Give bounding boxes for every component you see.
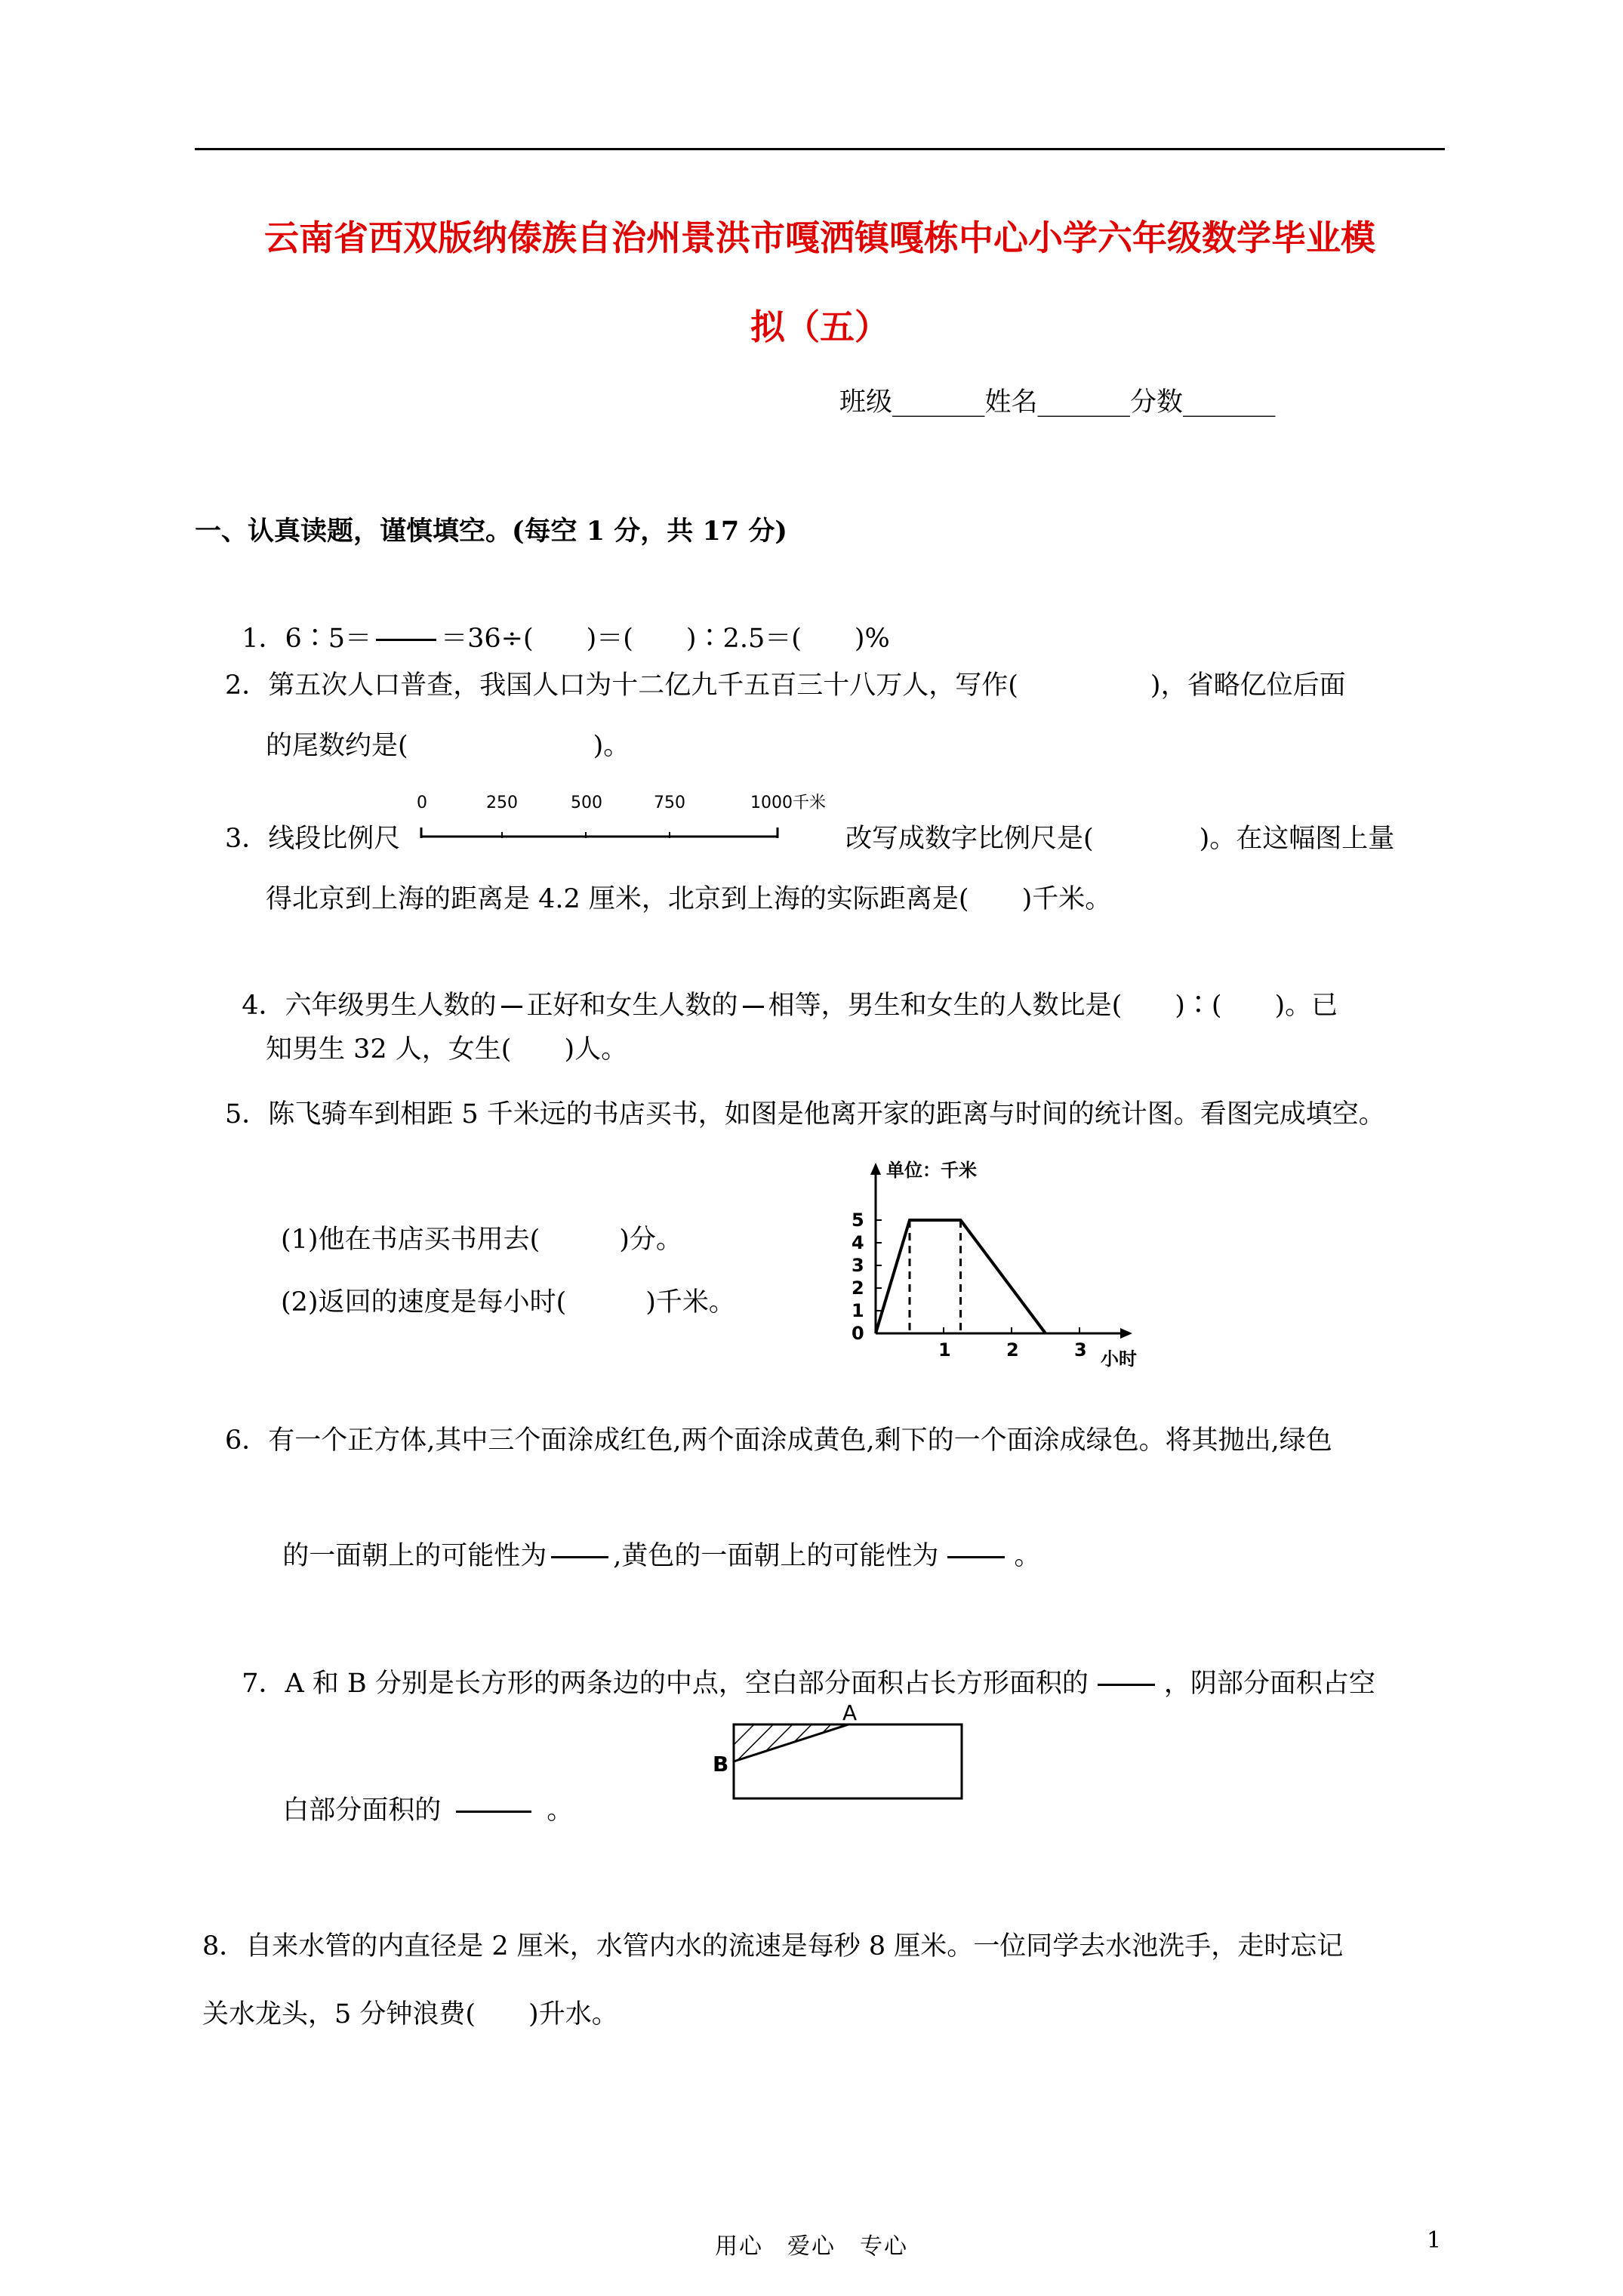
question-3-line1: 改写成数字比例尺是( )。在这幅图上量 bbox=[845, 824, 1395, 854]
fraction-blank bbox=[947, 1556, 1005, 1558]
q1-prefix: 1．6∶5＝ bbox=[242, 624, 372, 654]
question-5-sub2: (2)返回的速度是每小时( )千米。 bbox=[281, 1287, 735, 1318]
fraction-blank bbox=[501, 1006, 522, 1008]
q6-part-a: 的一面朝上的可能性为 bbox=[282, 1541, 547, 1571]
chart-title: 单位：千米 bbox=[886, 1160, 977, 1181]
question-4-line2: 知男生 32 人，女生( )人。 bbox=[266, 1034, 628, 1065]
y-tick-label-4: 4 bbox=[852, 1232, 864, 1253]
question-6-line1: 6．有一个正方体,其中三个面涂成红色,两个面涂成黄色,剩下的一个面涂成绿色。将其抛出,绿色 bbox=[225, 1425, 1332, 1456]
x-tick-label-2: 2 bbox=[1006, 1339, 1019, 1361]
label-b: B bbox=[713, 1752, 729, 1777]
q1-rest: ＝36÷( )＝( )∶2.5＝( )% bbox=[441, 624, 890, 654]
question-3-line2: 得北京到上海的距离是 4.2 厘米，北京到上海的实际距离是( )千米。 bbox=[266, 884, 1112, 914]
question-3-label: 3．线段比例尺 bbox=[225, 824, 401, 854]
scale-bar bbox=[408, 785, 845, 846]
question-5-line1: 5．陈飞骑车到相距 5 千米远的书店买书，如图是他离开家的距离与时间的统计图。看图完成填空。 bbox=[225, 1099, 1385, 1130]
page-title-line2: 拟（五） bbox=[750, 307, 889, 347]
page-title-line1: 云南省西双版纳傣族自治州景洪市嘎洒镇嘎栋中心小学六年级数学毕业模 bbox=[264, 217, 1375, 258]
scale-tick-500: 500 bbox=[571, 794, 602, 812]
fraction-blank bbox=[551, 1556, 608, 1558]
question-4-line1 bbox=[225, 954, 1338, 1022]
q7-line2-b: 。 bbox=[547, 1795, 574, 1826]
q4-part-a: 4．六年级男生人数的 bbox=[242, 991, 497, 1021]
q7-line2-a: 白部分面积的 bbox=[282, 1795, 442, 1826]
q4-part-b: 正好和女生人数的 bbox=[526, 991, 738, 1021]
x-axis-label: 小时 bbox=[1101, 1348, 1137, 1370]
y-tick-label-1: 1 bbox=[852, 1300, 864, 1321]
fraction-blank bbox=[743, 1006, 764, 1008]
question-8-line2: 关水龙头，5 分钟浪费( )升水。 bbox=[202, 1999, 618, 2029]
x-axis-arrow bbox=[1120, 1328, 1132, 1339]
fraction-blank bbox=[376, 639, 436, 641]
question-2-line2: 的尾数约是( )。 bbox=[266, 731, 630, 761]
question-2-line1: 2．第五次人口普查，我国人口为十二亿九千五百三十八万人，写作( )，省略亿位后面 bbox=[225, 670, 1346, 701]
q4-part-c: 相等，男生和女生的人数比是( )∶( )。已 bbox=[768, 991, 1338, 1021]
question-5-sub1: (1)他在书店买书用去( )分。 bbox=[281, 1225, 682, 1255]
question-6-line2 bbox=[266, 1505, 1040, 1573]
y-axis-arrow bbox=[870, 1163, 881, 1175]
x-tick-label-3: 3 bbox=[1074, 1339, 1087, 1361]
scale-tick-750: 750 bbox=[654, 794, 685, 812]
student-info-fields: 班级_______姓名_______分数_______ bbox=[839, 387, 1276, 418]
question-1 bbox=[225, 587, 890, 655]
scale-tick-250: 250 bbox=[486, 794, 518, 812]
question-8-line1: 8．自来水管的内直径是 2 厘米，水管内水的流速是每秒 8 厘米。一位同学去水池洗手，走时忘记 bbox=[202, 1931, 1344, 1962]
scale-tick-0: 0 bbox=[417, 794, 427, 812]
y-tick-label-5: 5 bbox=[852, 1210, 864, 1231]
y-tick-label-2: 2 bbox=[852, 1277, 864, 1299]
distance-time-chart bbox=[823, 1155, 1170, 1382]
q6-part-b: ,黄色的一面朝上的可能性为 bbox=[613, 1541, 939, 1571]
q7-part-a: 7．A 和 B 分别是长方形的两条边的中点，空白部分面积占长方形面积的 bbox=[242, 1669, 1089, 1699]
footer-slogan: 用心 爱心 专心 bbox=[715, 2233, 908, 2260]
page-number: 1 bbox=[1427, 2227, 1442, 2254]
label-a: A bbox=[842, 1700, 858, 1725]
y-tick-label-3: 3 bbox=[852, 1255, 864, 1276]
scale-tick-1000: 1000千米 bbox=[750, 794, 826, 812]
rectangle-figure bbox=[702, 1699, 974, 1804]
section-heading: 一、认真读题，谨慎填空。(每空 1 分，共 17 分) bbox=[195, 516, 787, 547]
fraction-blank bbox=[1098, 1684, 1155, 1686]
shaded-triangle bbox=[734, 1724, 848, 1761]
fraction-blank bbox=[456, 1811, 531, 1813]
question-7-line2 bbox=[266, 1759, 573, 1827]
y-tick-label-0: 0 bbox=[852, 1323, 864, 1344]
question-7-line1 bbox=[225, 1632, 1375, 1700]
top-rule bbox=[195, 148, 1445, 150]
q6-part-c: 。 bbox=[1014, 1541, 1041, 1571]
x-tick-label-1: 1 bbox=[938, 1339, 951, 1361]
data-point-2 bbox=[960, 1220, 961, 1221]
q7-part-b: ，阴部分面积占空 bbox=[1163, 1669, 1375, 1699]
